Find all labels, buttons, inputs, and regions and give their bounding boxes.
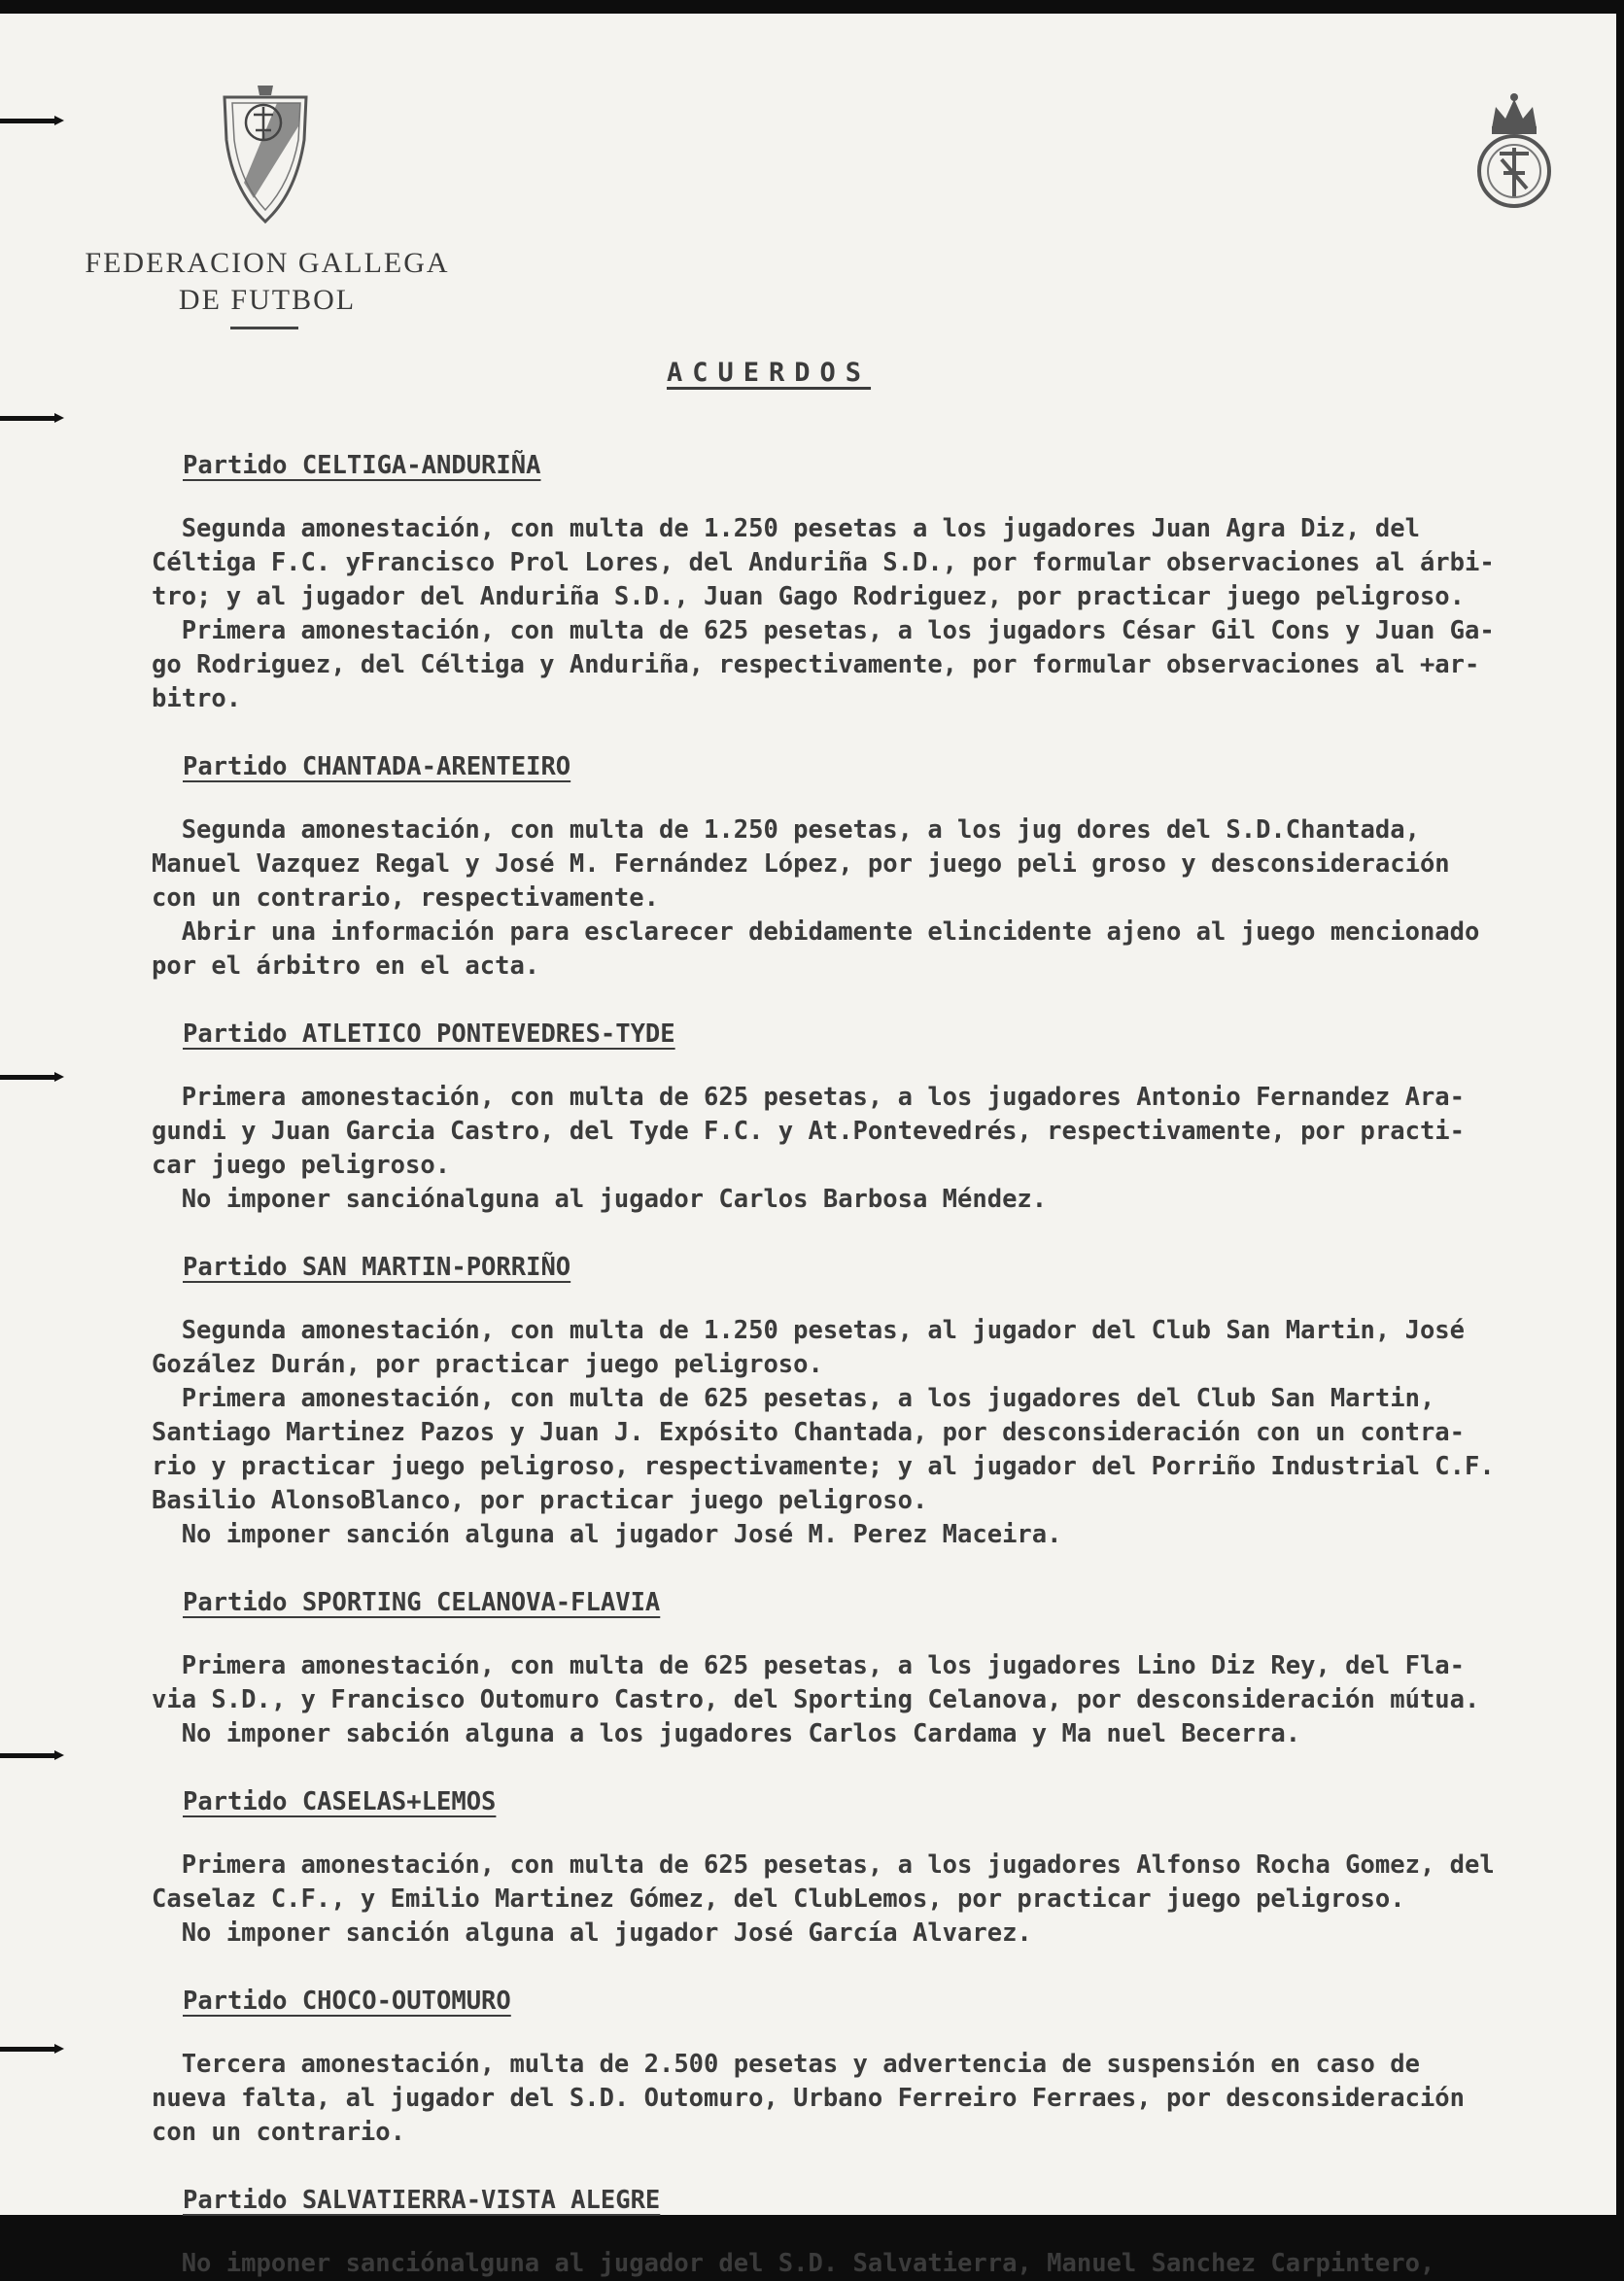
paragraph-line: Gozález Durán, por practicar juego peligroso. (152, 1350, 823, 1379)
match-heading: Partido CHANTADA-ARENTEIRO (183, 752, 571, 781)
organization-name-line-2: DE FUTBOL (178, 284, 357, 316)
paragraph-line: Primera amonestación, con multa de 625 pesetas, a los jugadores Lino Diz Rey, del Fla- (152, 1651, 1466, 1680)
paragraph-line: Primera amonestación, con multa de 625 pesetas, a los jugadores Antonio Fernandez Ara- (152, 1083, 1466, 1112)
paragraph-line: go Rodriguez, del Céltiga y Anduriña, respectivamente, por formular observaciones al +ar- (152, 650, 1480, 679)
binder-hole-mark (0, 1753, 56, 1758)
paragraph-line: Segunda amonestación, con multa de 1.250 pesetas, a los jug dores del S.D.Chantada, (152, 815, 1420, 845)
paragraph-line: Primera amonestación, con multa de 625 pesetas, a los jugadores del Club San Martin, (152, 1384, 1435, 1413)
paragraph-line: No imponer sanción alguna al jugador José García Alvarez. (152, 1918, 1032, 1948)
match-heading: Partido CHOCO-OUTOMURO (183, 1987, 511, 2016)
binder-hole-mark (0, 119, 56, 123)
match-heading: Partido SALVATIERRA-VISTA ALEGRE (183, 2186, 661, 2215)
paragraph-line: por el árbitro en el acta. (152, 951, 540, 981)
paragraph-line: nueva falta, al jugador del S.D. Outomuro, Urbano Ferreiro Ferraes, por desconsideración (152, 2084, 1466, 2113)
paragraph-line: Céltiga F.C. yFrancisco Prol Lores, del Anduriña S.D., por formular observaciones al árbi- (152, 548, 1495, 577)
binder-hole-mark (0, 2047, 56, 2052)
document-page (0, 14, 1616, 2278)
document-title: ACUERDOS (667, 358, 872, 388)
match-heading: Partido SPORTING CELANOVA-FLAVIA (183, 1588, 661, 1617)
binder-hole-mark (0, 416, 56, 421)
paragraph-line: Segunda amonestación, con multa de 1.250 pesetas, al jugador del Club San Martin, José (152, 1316, 1466, 1345)
document-body (152, 449, 1609, 2281)
paragraph-line: gundi y Juan Garcia Castro, del Tyde F.C. y At.Pontevedrés, respectivamente, por practi- (152, 1117, 1466, 1146)
federation-shield-logo (219, 82, 312, 225)
paragraph-line: Tercera amonestación, multa de 2.500 pesetas y advertencia de suspensión en caso de (152, 2050, 1420, 2079)
paragraph-line: rio y practicar juego peligroso, respectivamente; y al jugador del Porriño Industrial C.F. (152, 1452, 1495, 1481)
organization-name-line-1: FEDERACION GALLEGA (85, 247, 450, 279)
paragraph-line: via S.D., y Francisco Outomuro Castro, del Sporting Celanova, por desconsideración mútua. (152, 1685, 1480, 1714)
paragraph-line: Primera amonestación, con multa de 625 pesetas, a los jugadors César Gil Cons y Juan Ga- (152, 616, 1495, 645)
paragraph-line: Santiago Martinez Pazos y Juan J. Expósito Chantada, por desconsideración con un contra- (152, 1418, 1466, 1447)
paragraph-line: No imponer sabción alguna a los jugadores Carlos Cardama y Ma nuel Becerra. (152, 1719, 1301, 1748)
match-heading: Partido SAN MARTIN-PORRIÑO (183, 1253, 571, 1282)
paragraph-line: Caselaz C.F., y Emilio Martinez Gómez, del ClubLemos, por practicar juego peligroso. (152, 1884, 1405, 1914)
header-divider (230, 327, 298, 329)
paragraph-line: tro; y al jugador del Anduriña S.D., Juan Gago Rodriguez, por practicar juego peligroso. (152, 582, 1466, 611)
paragraph-line: Basilio AlonsoBlanco, por practicar juego peligroso. (152, 1486, 928, 1515)
match-heading: Partido CELTIGA-ANDURIÑA (183, 451, 541, 480)
paragraph-line: No imponer sanciónalguna al jugador Carlos Barbosa Méndez. (152, 1185, 1048, 1214)
match-heading: Partido ATLETICO PONTEVEDRES-TYDE (183, 1020, 675, 1049)
paragraph-line: No imponer sanción alguna al jugador José M. Perez Maceira. (152, 1520, 1062, 1549)
paragraph-line: Segunda amonestación, con multa de 1.250 pesetas a los jugadores Juan Agra Diz, del (152, 514, 1420, 543)
paragraph-line: car juego peligroso. (152, 1151, 451, 1180)
royal-crown-crest-icon (1472, 91, 1556, 213)
paragraph-line: con un contrario, respectivamente. (152, 883, 659, 913)
paragraph-line: bitro. (152, 684, 242, 713)
paragraph-line: Primera amonestación, con multa de 625 pesetas, a los jugadores Alfonso Rocha Gomez, del (152, 1850, 1495, 1880)
paragraph-line: No imponer sanciónalguna al jugador del S.D. Salvatierra, Manuel Sanchez Carpintero, (152, 2249, 1435, 2278)
match-heading: Partido CASELAS+LEMOS (183, 1787, 497, 1816)
paragraph-line: Manuel Vazquez Regal y José M. Fernández López, por juego peli groso y desconsideración (152, 849, 1450, 879)
organization-name (68, 245, 466, 319)
paragraph-line: Abrir una información para esclarecer debidamente elincidente ajeno al juego mencionado (152, 917, 1480, 947)
paragraph-line: con un contrario. (152, 2118, 405, 2147)
binder-hole-mark (0, 1075, 56, 1080)
